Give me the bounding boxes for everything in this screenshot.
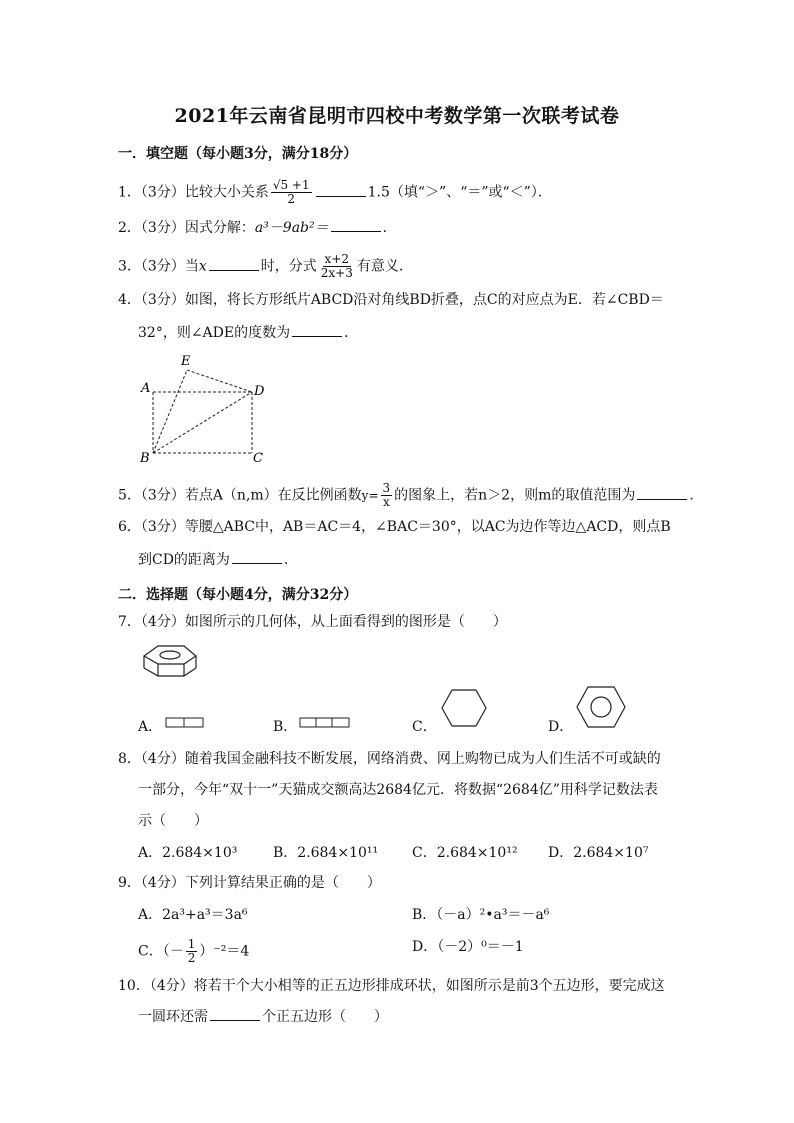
option-d-hexagon-circle-icon — [575, 685, 627, 731]
q5-tail: 的图象上，若n＞2，则m的取值范围为 — [394, 487, 636, 504]
q1-text: 1．（3分）比较大小关系 — [118, 184, 269, 201]
section-2-heading: 二．选择题（每小题4分，满分32分） — [118, 587, 358, 603]
q1-fraction — [271, 179, 312, 206]
q4-text: 32°，则∠ADE的度数为 — [138, 325, 291, 341]
rectangle-fold-figure — [135, 350, 275, 468]
q9-c-fraction — [186, 938, 198, 965]
q3-mid: 时，分式 — [260, 258, 317, 275]
q5-y: y= — [361, 488, 379, 503]
q1-answer-blank[interactable] — [316, 184, 366, 197]
q5-end: ． — [689, 487, 704, 504]
question-8-line2: 一部分，今年“双十一”天猫成交额高达2684亿元．将数据“2684亿”用科学记数法表 — [138, 782, 658, 798]
question-8-line3: 示（ ） — [138, 813, 208, 829]
question-8-line1: 8．（4分）随着我国金融科技不断发展，网络消费、网上购物已成为人们生活不可或缺的 — [118, 751, 661, 767]
q5-denominator: x — [382, 495, 390, 509]
q8-option-c[interactable]: C．2.684×10¹² — [412, 845, 518, 861]
label-D: D — [254, 384, 265, 399]
q9-c-head: C．（－ — [138, 943, 184, 960]
question-4-line2 — [138, 324, 358, 342]
label-E: E — [181, 354, 191, 369]
q8-option-a[interactable]: A．2.684×10³ — [138, 845, 238, 861]
q3-fraction — [319, 253, 355, 280]
label-B: B — [140, 451, 150, 466]
q9-option-a[interactable]: A．2a³+a³＝3a⁶ — [138, 907, 248, 923]
q8-option-d[interactable]: D．2.684×10⁷ — [548, 845, 649, 861]
q3-tail: 有意义． — [356, 258, 413, 275]
q10-text: 一圆环还需 — [138, 1009, 208, 1025]
q4-tail: ． — [344, 325, 359, 341]
q6-answer-blank[interactable] — [232, 551, 282, 564]
q7-option-a-label[interactable]: A． — [138, 719, 163, 735]
label-C: C — [253, 451, 263, 466]
q3-text: 3．（3分）当 — [118, 258, 199, 275]
q2-tail: ． — [382, 220, 397, 236]
q10-tail: 个正五边形（ ） — [262, 1009, 388, 1025]
question-6-line1: 6．（3分）等腰△ABC中，AB＝AC＝4，∠BAC＝30°，以AC为边作等边△ACD，则点B — [118, 519, 671, 535]
question-7: 7．（4分）如图所示的几何体，从上面看得到的图形是（ ） — [118, 614, 507, 630]
q2-answer-blank[interactable] — [331, 219, 381, 232]
q3-answer-blank[interactable] — [209, 258, 259, 271]
q3-denominator: 2x+3 — [320, 266, 353, 280]
hex-nut-solid-icon — [140, 640, 200, 680]
q10-answer-blank[interactable] — [210, 1008, 260, 1021]
question-6-line2 — [138, 551, 298, 569]
q6-text: 到CD的距离为 — [138, 552, 230, 568]
q9-option-d[interactable]: D．（－2）⁰＝－1 — [412, 939, 524, 955]
question-9: 9．（4分）下列计算结果正确的是（ ） — [118, 875, 381, 891]
label-A: A — [141, 381, 151, 396]
q1-denominator: 2 — [287, 192, 296, 206]
page-title: 2021年云南省昆明市四校中考数学第一次联考试卷 — [174, 105, 620, 127]
question-5 — [118, 482, 703, 509]
option-c-hexagon-icon — [440, 688, 488, 730]
q5-answer-blank[interactable] — [637, 487, 687, 500]
q5-numerator: 3 — [382, 481, 391, 495]
q1-numerator: √5 +1 — [272, 178, 310, 192]
option-b-rectangle-icon — [299, 717, 351, 729]
q9-c-numerator: 1 — [187, 937, 196, 951]
section-1-heading: 一．填空题（每小题3分，满分18分） — [118, 146, 358, 162]
question-1 — [118, 179, 552, 206]
question-4-line1: 4．（3分）如图，将长方形纸片ABCD沿对角线BD折叠，点C的对应点为E．若∠CBD＝ — [118, 292, 664, 308]
question-2 — [118, 219, 397, 237]
question-3 — [118, 253, 413, 280]
q9-option-b[interactable]: B．（－a）²•a³＝－a⁶ — [412, 907, 550, 923]
q3-variable: x — [198, 258, 207, 275]
question-10-line1: 10．（4分）将若干个大小相等的正五边形排成环状，如图所示是前3个五边形，要完成这 — [118, 978, 665, 994]
q5-fraction — [381, 482, 393, 509]
q9-c-tail: ）⁻²＝4 — [199, 943, 250, 960]
option-a-rectangle-icon — [165, 717, 205, 729]
q1-tail: 1.5（填“＞”、“＝”或“＜”）． — [367, 184, 552, 201]
question-10-line2 — [138, 1008, 388, 1026]
q7-option-c-label[interactable]: C． — [412, 719, 437, 735]
q7-option-b-label[interactable]: B． — [273, 719, 298, 735]
q3-numerator: x+2 — [324, 252, 350, 266]
q9-option-c[interactable] — [138, 938, 249, 965]
q6-end: ． — [283, 552, 298, 568]
q8-option-b[interactable]: B．2.684×10¹¹ — [273, 845, 379, 861]
q2-expression: a³－9ab²＝ — [254, 220, 329, 236]
q7-option-d-label[interactable]: D． — [548, 719, 574, 735]
q2-text: 2．（3分）因式分解： — [118, 220, 255, 236]
q9-c-denominator: 2 — [187, 951, 196, 965]
q4-answer-blank[interactable] — [292, 324, 342, 337]
q5-text: 5．（3分）若点A（n,m）在反比例函数 — [118, 487, 362, 504]
